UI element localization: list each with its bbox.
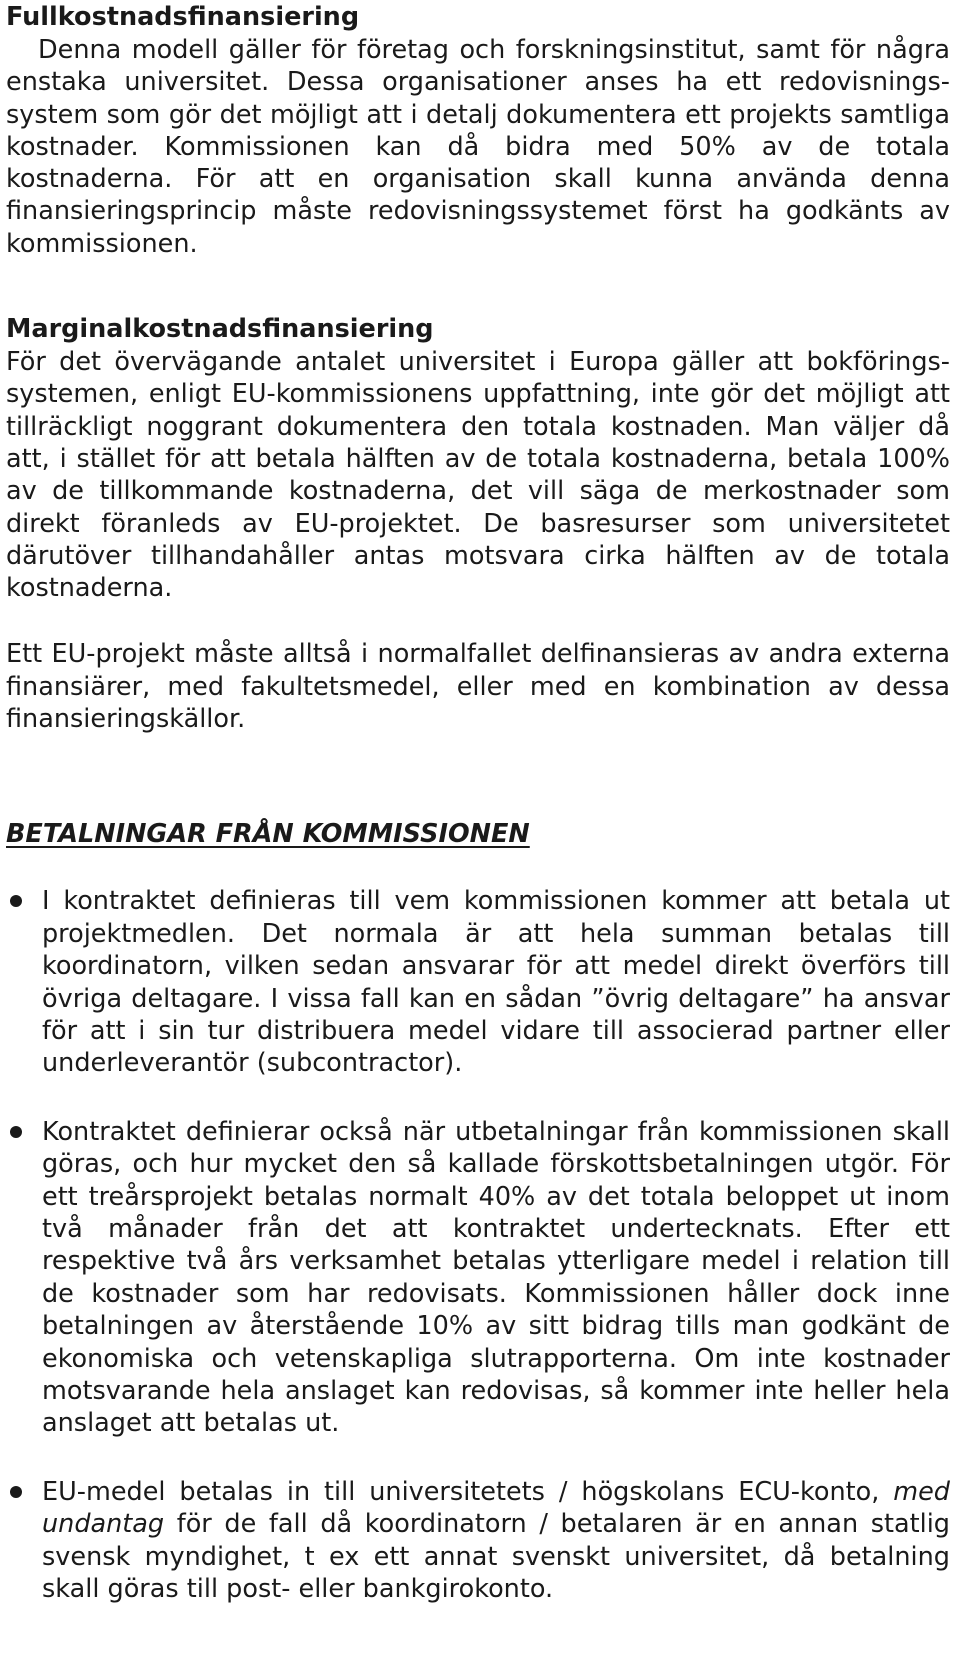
section-title-marginal-cost: Marginalkostnadsfinansiering — [6, 314, 434, 345]
payments-bullet-list — [6, 885, 950, 1605]
paragraph-cofinancing: Ett EU-projekt måste alltså i normalfallet delfinansieras av andra externa finansiärer, med fakultetsmedel, eller med en kombination av dessa finansieringskällor. — [6, 639, 950, 735]
bullet-text-emphasis: med undantag — [42, 1476, 950, 1540]
section-title-full-cost: Fullkostnadsfinansiering — [6, 2, 360, 32]
bullet-text: I kontraktet definieras till vem kommissionen kommer att betala ut projektmedlen. Det normala är att hela summan betalas till koordinatorn, vilken sedan ansvarar för att medel direkt överförs till övriga deltagare. I vissa fall kan en sådan ”övrig deltagare” ha ansvar för att i sin tur distribuera medel vidare till associerad partner eller underleverantör (subcontractor). — [42, 886, 950, 1079]
paragraph-full-cost: Denna modell gäller för företag och forskningsinstitut, samt för några enstaka universitet. Dessa organisationer anses ha ett redovisningssystem som gör det möjligt att i detalj dokumentera ett projekts samtliga kostnader. Kommissionen kan då bidra med 50% av de totala kostnaderna. För att en organisation skall kunna använda denna finansieringsprincip måste redovisningssystemet först ha godkänts av kommissionen. — [6, 35, 950, 259]
section-title-payments: BETALNINGAR FRÅN KOMMISSIONEN — [6, 819, 530, 850]
bullet-icon — [10, 895, 22, 907]
bullet-text-before: EU-medel betalas in till universitetets / högskolans ECU-konto, — [42, 1476, 894, 1507]
bullet-text — [42, 1476, 950, 1606]
list-item — [6, 1116, 950, 1440]
list-item — [6, 1476, 950, 1606]
bullet-icon — [10, 1126, 22, 1138]
bullet-text: Kontraktet definierar också när utbetalningar från kommissionen skall göras, och hur mycket den så kallade förskottsbetalningen utgör. För ett treårsprojekt betalas normalt 40% av det totala beloppet ut inom två månader från det att kontraktet undertecknats. Efter ett respektive två års verksamhet betalas ytterligare medel i relation till de kostnader som har redovisats. Kommissionen håller dock inne betalningen av återstående 10% av sitt bidrag tills man godkänt de ekonomiska och vetenskapliga slutrapporterna. Om inte kostnader motsvarande hela anslaget kan redovisas, så kommer inte heller hela anslaget att betalas ut. — [42, 1116, 950, 1439]
bullet-icon — [10, 1486, 22, 1498]
list-item — [6, 885, 950, 1079]
paragraph-marginal-cost: För det övervägande antalet universitet i Europa gäller att bokföringssystemen, enligt EU-kommissionens uppfattning, inte gör det möjligt att tillräckligt noggrant dokumentera den totala kostnaden. Man väljer då att, i stället för att betala hälften av de totala kostnaderna, betala 100% av de tillkommande kostnaderna, det vill säga de merkostnader som direkt föranleds av EU-projektet. De basresurser som universitetet därutöver tillhandahåller antas motsvara cirka hälften av de totala kostnaderna. — [6, 347, 950, 604]
bullet-text-after: för de fall då koordinatorn / betalaren är en annan statlig svensk myndighet, t ex ett annat svenskt universitet, då betalning skall göras till post- eller bankgirokonto. — [42, 1509, 950, 1605]
